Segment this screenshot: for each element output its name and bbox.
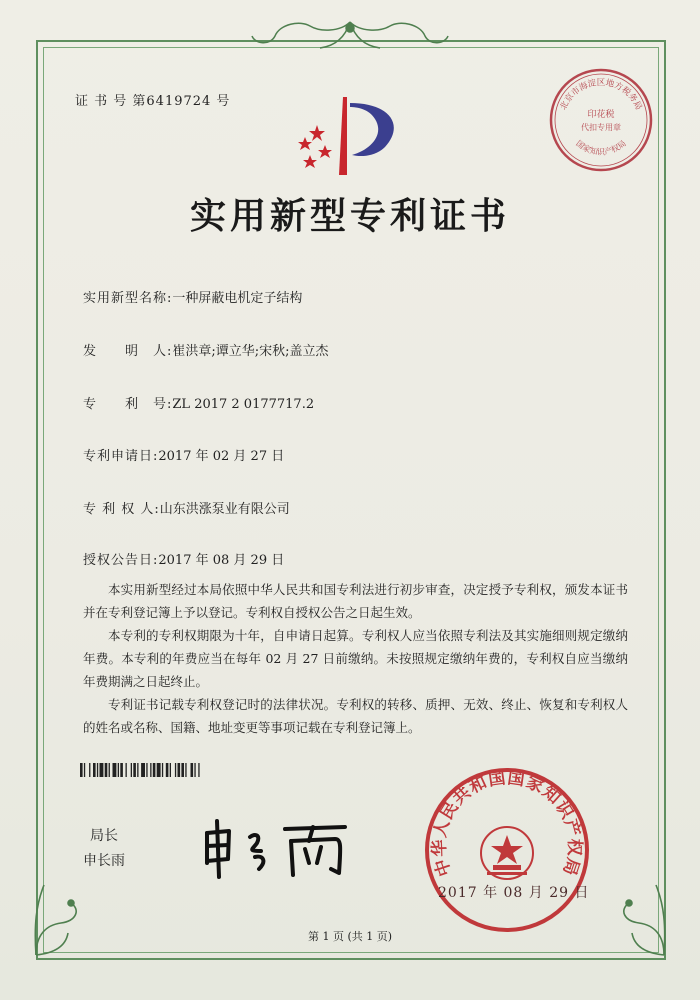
- national-ip-office-seal: [422, 765, 592, 935]
- tax-seal-line-2: 代扣专用章: [581, 123, 621, 132]
- field-label: 实用新型名称:: [83, 291, 173, 306]
- body-paragraph: 专利证书记载专利权登记时的法律状况。专利权的转移、质押、无效、终止、恢复和专利权人的姓名或名称、国籍、地址变更等事项记载在专利登记簿上。: [83, 697, 628, 735]
- director-title: 局长: [90, 828, 118, 844]
- field-label: 发 明 人:: [83, 344, 173, 359]
- barcode: [80, 763, 295, 777]
- tax-seal-bottom-text: 国家知识产权局: [574, 138, 628, 157]
- field-label: 授权公告日:: [83, 553, 159, 568]
- field-value: 山东洪涨泵业有限公司: [159, 502, 290, 517]
- patent-office-logo-icon: [295, 95, 415, 180]
- tax-stamp-seal: [546, 65, 656, 175]
- certificate-number: 证 书 号 第6419724 号: [75, 94, 231, 109]
- body-paragraph: 本专利的专利权期限为十年，自申请日起算。专利权人应当依照专利法及其实施细则规定缴纳年费。本专利的年费应当在每年 02 月 27 日前缴纳。未按照规定缴纳年费的，专利权自应当缴纳年费期满之日起终止。: [83, 628, 628, 689]
- director-signature: [195, 815, 355, 885]
- seal-date: 2017 年 08 月 29 日: [438, 885, 590, 901]
- body-paragraph: 本实用新型经过本局依照中华人民共和国专利法进行初步审查，决定授予专利权，颁发本证书并在专利登记簿上予以登记。专利权自授权公告之日起生效。: [83, 582, 628, 620]
- corner-ornament-bottom-left: [26, 875, 96, 960]
- field-patent-number: [83, 393, 314, 412]
- field-application-date: [83, 445, 284, 464]
- corner-ornament-bottom-right: [604, 875, 674, 960]
- field-grant-date: [83, 549, 284, 568]
- field-value: ZL 2017 2 0177717.2: [172, 397, 315, 412]
- field-utility-model-name: [83, 287, 302, 306]
- field-value: 2017 年 08 月 29 日: [158, 553, 285, 568]
- field-value: 崔洪章;谭立华;宋秋;盖立杰: [172, 344, 329, 359]
- certificate-title: 实用新型专利证书: [189, 195, 510, 237]
- tax-seal-line-1: 印花税: [587, 110, 615, 120]
- field-patentee: [83, 498, 290, 517]
- tax-seal-top-text: 北京市海淀区地方税务局: [558, 78, 644, 112]
- svg-text:北京市海淀区地方税务局: [558, 77, 644, 112]
- seal-main-text: 中华人民共和国国家知识产权局: [429, 768, 585, 879]
- field-label: 专利申请日:: [83, 449, 159, 464]
- page-number: 第 1 页 (共 1 页): [307, 930, 393, 943]
- field-value: 一种屏蔽电机定子结构: [172, 291, 303, 306]
- svg-text:中华人民共和国国家知识产权局: [429, 768, 585, 879]
- field-label: 专 利 权 人:: [83, 502, 160, 517]
- svg-text:国家知识产权局: [574, 139, 627, 157]
- field-value: 2017 年 02 月 27 日: [158, 449, 285, 464]
- top-ornament: [250, 18, 450, 54]
- field-label: 专 利 号:: [83, 397, 173, 412]
- certificate-body: [83, 578, 628, 739]
- field-inventors: [83, 340, 329, 359]
- director-name: 申长雨: [83, 853, 125, 869]
